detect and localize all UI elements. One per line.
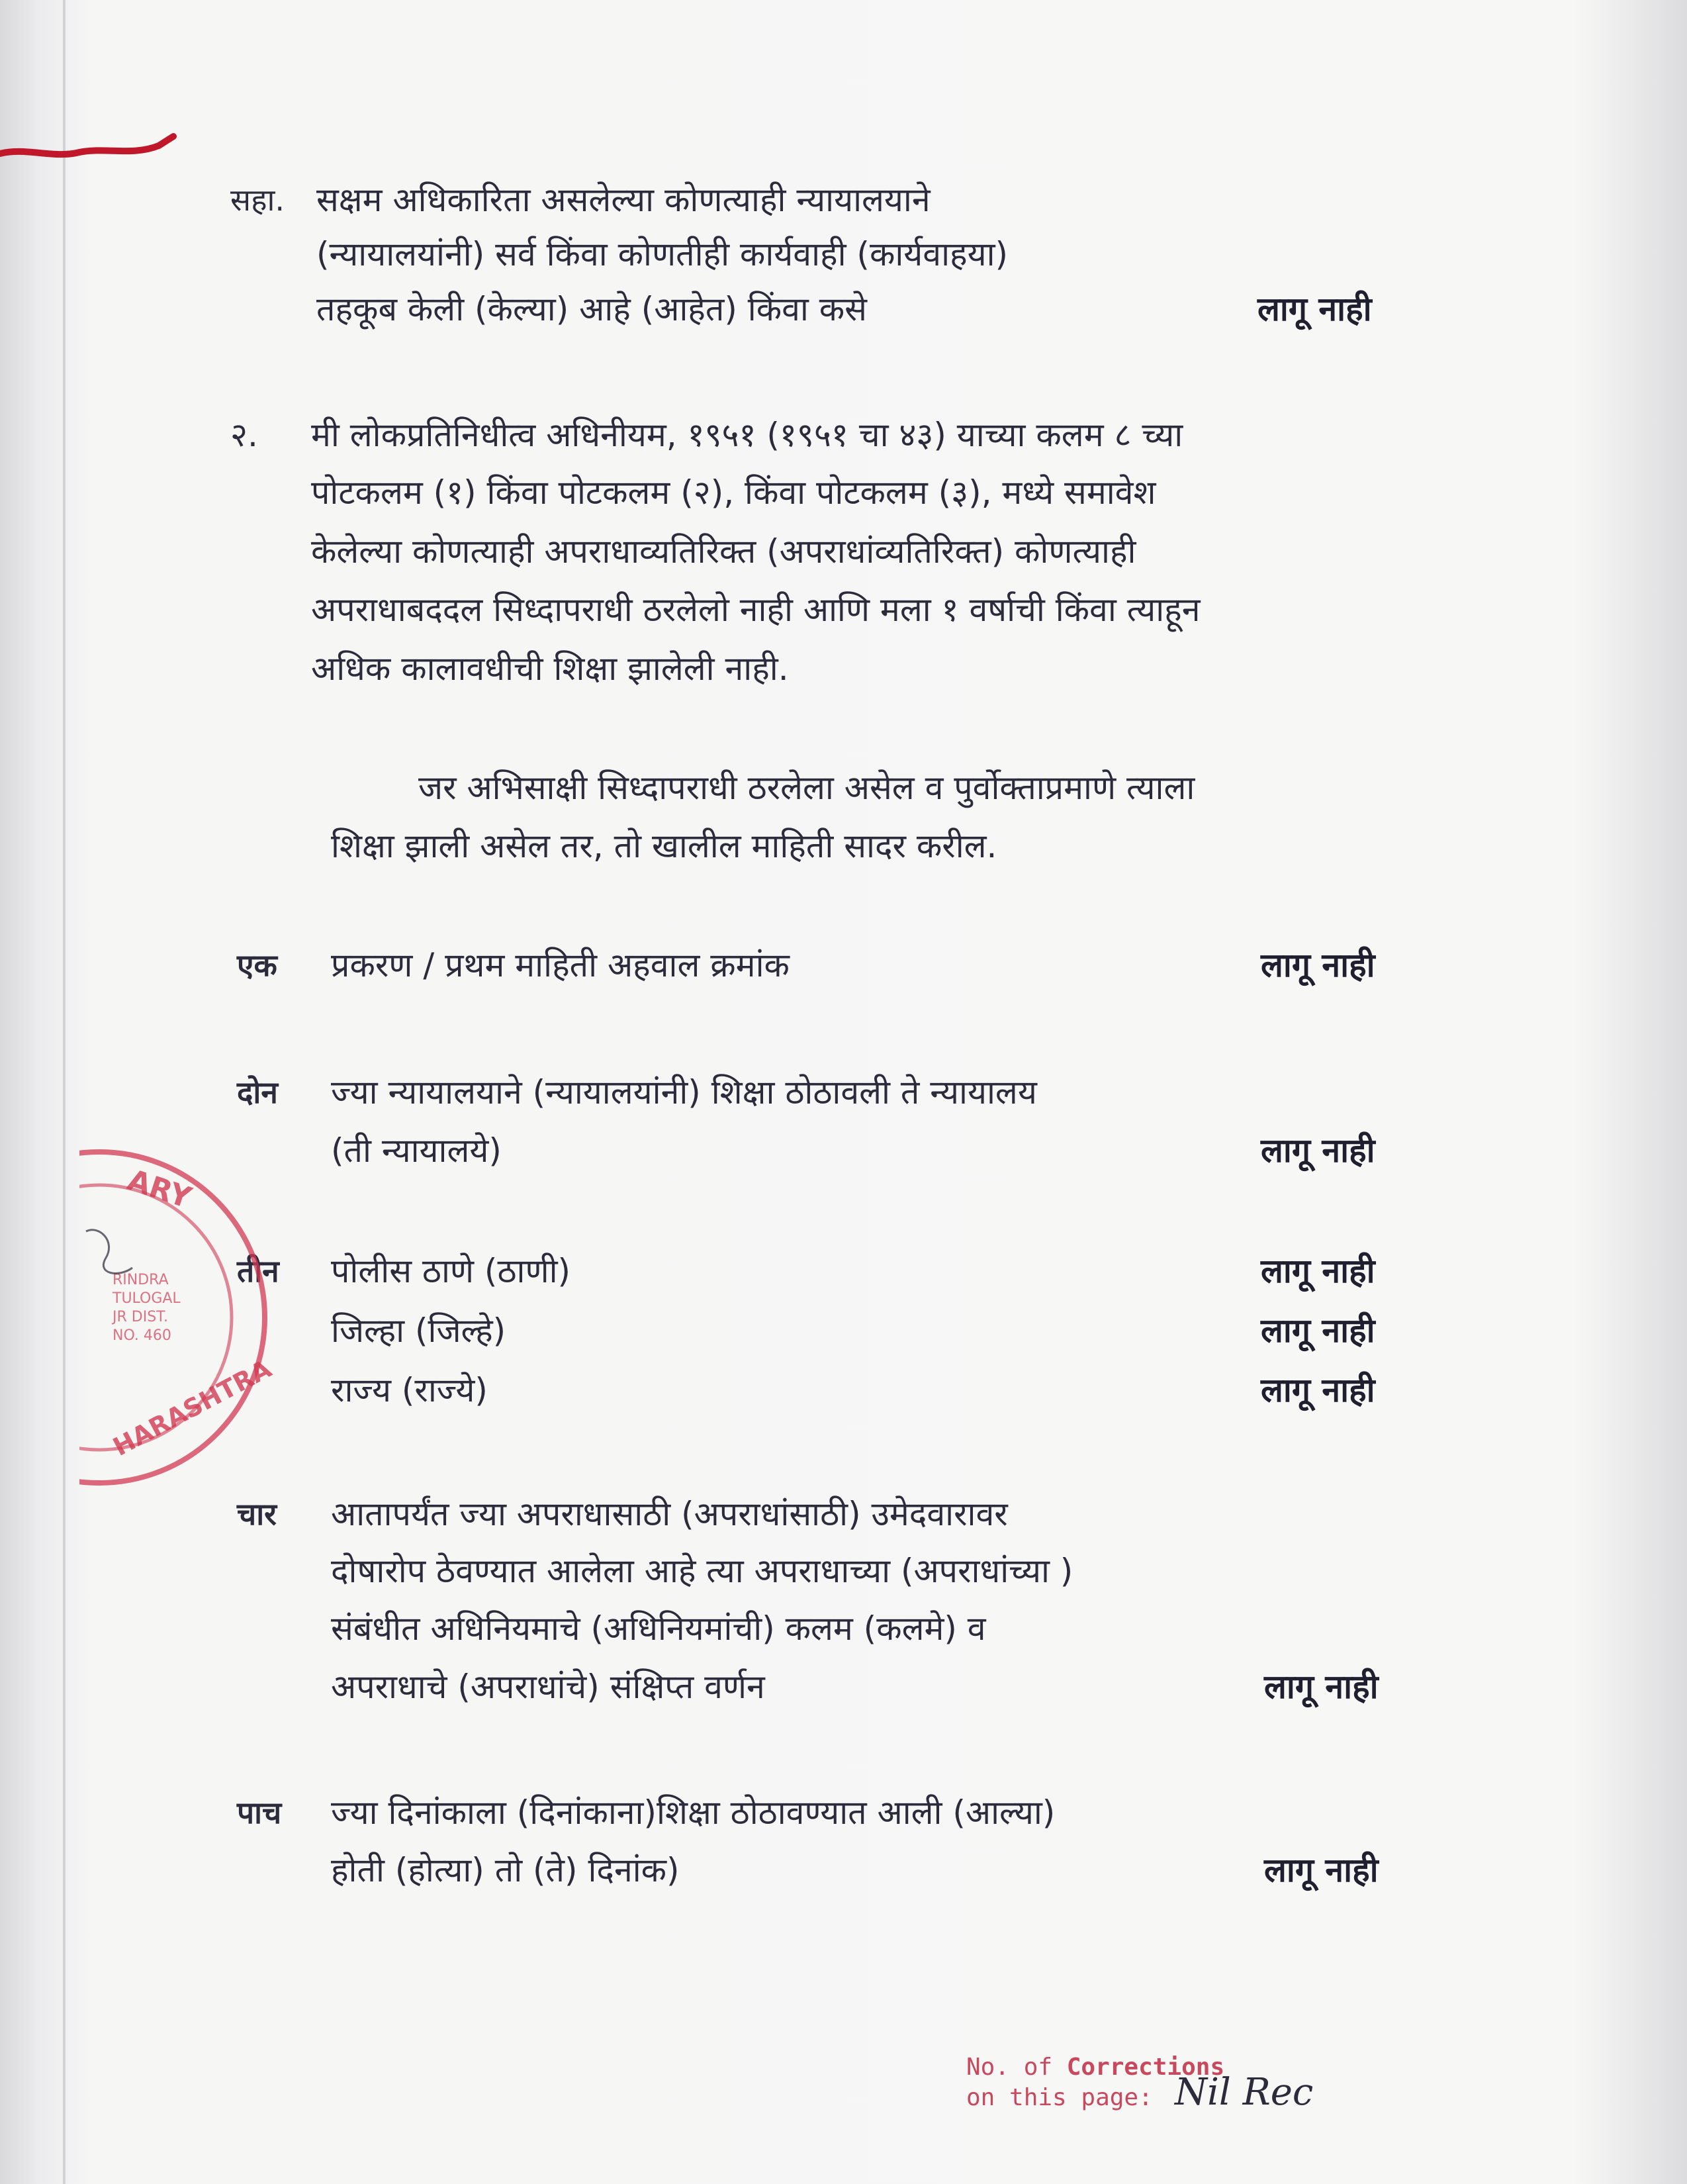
ek-value: लागू नाही: [1261, 946, 1375, 984]
sec2-line-5: अधिक कालावधीची शिक्षा झालेली नाही.: [311, 649, 789, 688]
stamp-line-1: RINDRA: [113, 1272, 169, 1288]
corrections-label: No. of: [966, 2054, 1067, 2081]
sec2-line-4: अपराधाबददल सिध्दापराधी ठरलेलो नाही आणि मला १ वर्षाची किंवा त्याहून: [311, 591, 1201, 629]
corrections-handwritten: Nil Rec: [1175, 2071, 1314, 2114]
corrections-page-label: on this page:: [966, 2084, 1153, 2111]
binding-edge: [63, 0, 66, 2184]
pach-value: लागू नाही: [1264, 1851, 1379, 1889]
stamp-line-4: NO. 460: [113, 1327, 171, 1344]
section-label-saha: सहा.: [230, 182, 285, 218]
teen-row-1-value: लागू नाही: [1261, 1252, 1375, 1290]
don-value: लागू नाही: [1261, 1131, 1375, 1170]
sec2-line-2: पोटकलम (१) किंवा पोटकलम (२), किंवा पोटकलम (३), मध्ये समावेश: [311, 473, 1156, 512]
don-line-2: (ती न्यायालये): [331, 1131, 502, 1170]
char-line-3: संबंधीत अधिनियमाचे (अधिनियमांची) कलम (कलमे) व: [331, 1609, 986, 1648]
item-label-pach: पाच: [237, 1795, 282, 1830]
pach-line-1: ज्या दिनांकाला (दिनांकाना)शिक्षा ठोठावण्यात आली (आल्या): [331, 1793, 1056, 1832]
teen-row-1-text: पोलीस ठाणे (ठाणी): [331, 1252, 571, 1290]
notary-stamp: [79, 1125, 304, 1496]
item-label-char: चार: [237, 1496, 277, 1532]
saha-line-2: (न्यायालयांनी) सर्व किंवा कोणतीही कार्यवाही (कार्यवाहया): [316, 235, 1009, 273]
teen-row-2-value: लागू नाही: [1261, 1311, 1375, 1350]
signature-scribble: [86, 1230, 132, 1274]
intro-line-2: शिक्षा झाली असेल तर, तो खालील माहिती सादर करील.: [331, 827, 997, 865]
saha-line-3: तहकूब केली (केल्या) आहे (आहेत) किंवा कसे: [316, 290, 867, 328]
teen-row-3-value: लागू नाही: [1261, 1371, 1375, 1409]
item-label-don: दोन: [237, 1074, 278, 1110]
saha-line-1: सक्षम अधिकारिता असलेल्या कोणत्याही न्यायालयाने: [316, 181, 931, 219]
ek-text: प्रकरण / प्रथम माहिती अहवाल क्रमांक: [331, 946, 790, 984]
sec2-line-1: मी लोकप्रतिनिधीत्व अधिनीयम, १९५१ (१९५१ चा ४३) याच्या कलम ८ च्या: [311, 416, 1183, 454]
stamp-line-2: TULOGAL: [113, 1290, 181, 1307]
char-line-4: अपराधाचे (अपराधांचे) संक्षिप्त वर्णन: [331, 1668, 765, 1706]
item-label-teen: तीन: [237, 1253, 279, 1289]
pach-line-2: होती (होत्या) तो (ते) दिनांक): [331, 1851, 680, 1889]
corrections-label-bold: Corrections: [1066, 2054, 1225, 2081]
char-line-1: आतापर्यंत ज्या अपराधासाठी (अपराधांसाठी) उमेदवारावर: [331, 1495, 1008, 1533]
stamp-line-3: JR DIST.: [113, 1309, 168, 1325]
sec2-line-3: केलेल्या कोणत्याही अपराधाव्यतिरिक्त (अपराधांव्यतिरिक्त) कोणत्याही: [311, 532, 1136, 571]
section-label-2: २.: [230, 416, 258, 454]
intro-line-1: जर अभिसाक्षी सिध्दापराधी ठरलेला असेल व पुर्वोक्ताप्रमाणे त्याला: [418, 769, 1195, 807]
char-line-2: दोषारोप ठेवण्यात आलेला आहे त्या अपराधाच्या (अपराधांच्या ): [331, 1552, 1073, 1590]
saha-value: लागू नाही: [1257, 290, 1372, 328]
teen-row-3-text: राज्य (राज्ये): [331, 1371, 488, 1409]
item-label-ek: एक: [237, 947, 277, 983]
stamp-top-text: ARY: [123, 1163, 195, 1215]
red-thread: [0, 132, 179, 172]
stamp-bottom-text: HARASHTRA: [108, 1354, 277, 1462]
don-line-1: ज्या न्यायालयाने (न्यायालयांनी) शिक्षा ठोठावली ते न्यायालय: [331, 1073, 1037, 1112]
char-value: लागू नाही: [1264, 1668, 1379, 1706]
teen-row-2-text: जिल्हा (जिल्हे): [331, 1311, 506, 1350]
